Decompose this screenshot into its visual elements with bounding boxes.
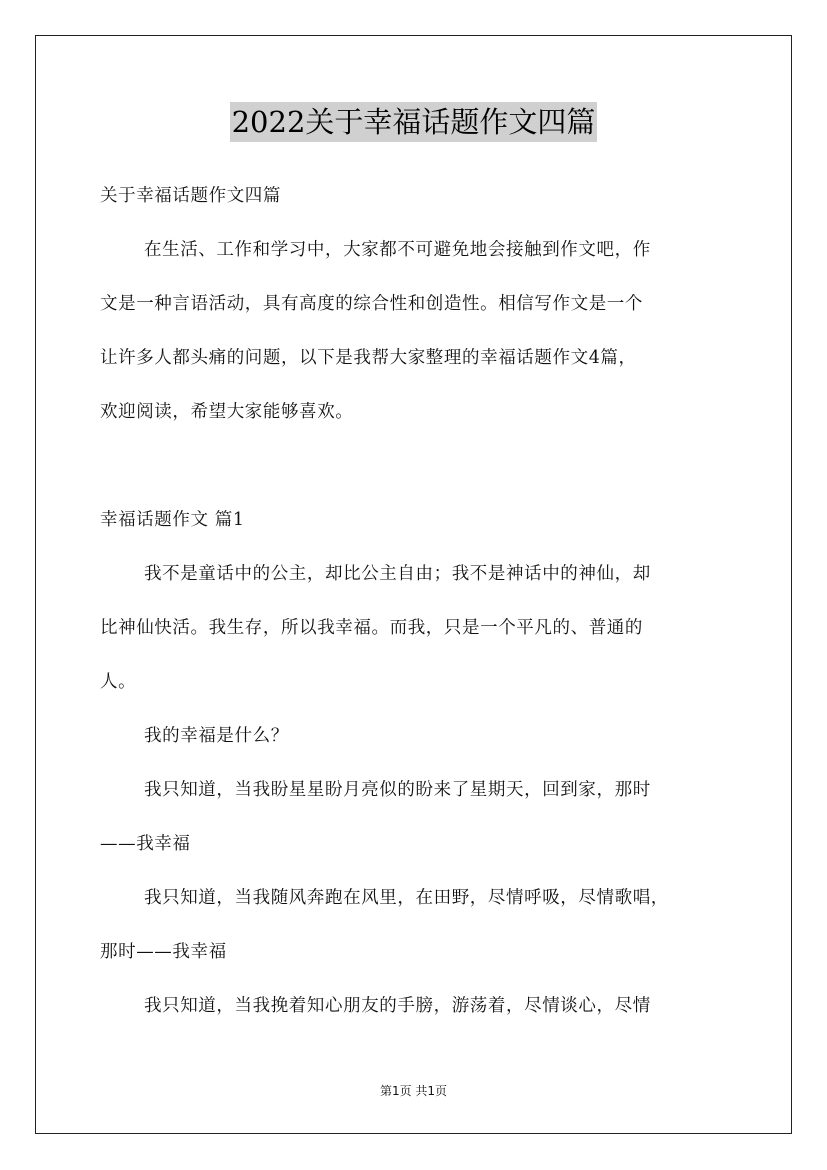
paragraph-line: 人。: [100, 672, 137, 692]
paragraph-line: 我只知道，当我盼星星盼月亮似的盼来了星期天，回到家，那时: [144, 780, 651, 800]
paragraph-line: 我的幸福是什么？: [144, 726, 289, 746]
paragraph-line: ——我幸福: [100, 834, 191, 854]
paragraph-line: 欢迎阅读，希望大家能够喜欢。: [100, 402, 354, 422]
paragraph-line: 我只知道，当我随风奔跑在风里，在田野，尽情呼吸，尽情歌唱，: [144, 888, 669, 908]
paragraph-line: 那时——我幸福: [100, 942, 227, 962]
paragraph-line: 我只知道，当我挽着知心朋友的手膀，游荡着，尽情谈心，尽情: [144, 996, 651, 1016]
document-title: 2022关于幸福话题作文四篇: [230, 102, 598, 142]
paragraph-line: 让许多人都头痛的问题，以下是我帮大家整理的幸福话题作文4篇，: [100, 348, 637, 368]
paragraph-line: 在生活、工作和学习中，大家都不可避免地会接触到作文吧，作: [144, 240, 651, 260]
page-footer: 第1页 共1页: [379, 1084, 448, 1098]
essay-heading: 关于幸福话题作文四篇: [100, 186, 281, 206]
title-wrapper: [0, 102, 827, 142]
paragraph-line: 我不是童话中的公主，却比公主自由；我不是神话中的神仙，却: [144, 564, 651, 584]
section-heading: 幸福话题作文 篇1: [100, 510, 245, 530]
paragraph-line: 文是一种言语活动，具有高度的综合性和创造性。相信写作文是一个: [100, 294, 643, 314]
paragraph-line: 比神仙快活。我生存，所以我幸福。而我，只是一个平凡的、普通的: [100, 618, 643, 638]
